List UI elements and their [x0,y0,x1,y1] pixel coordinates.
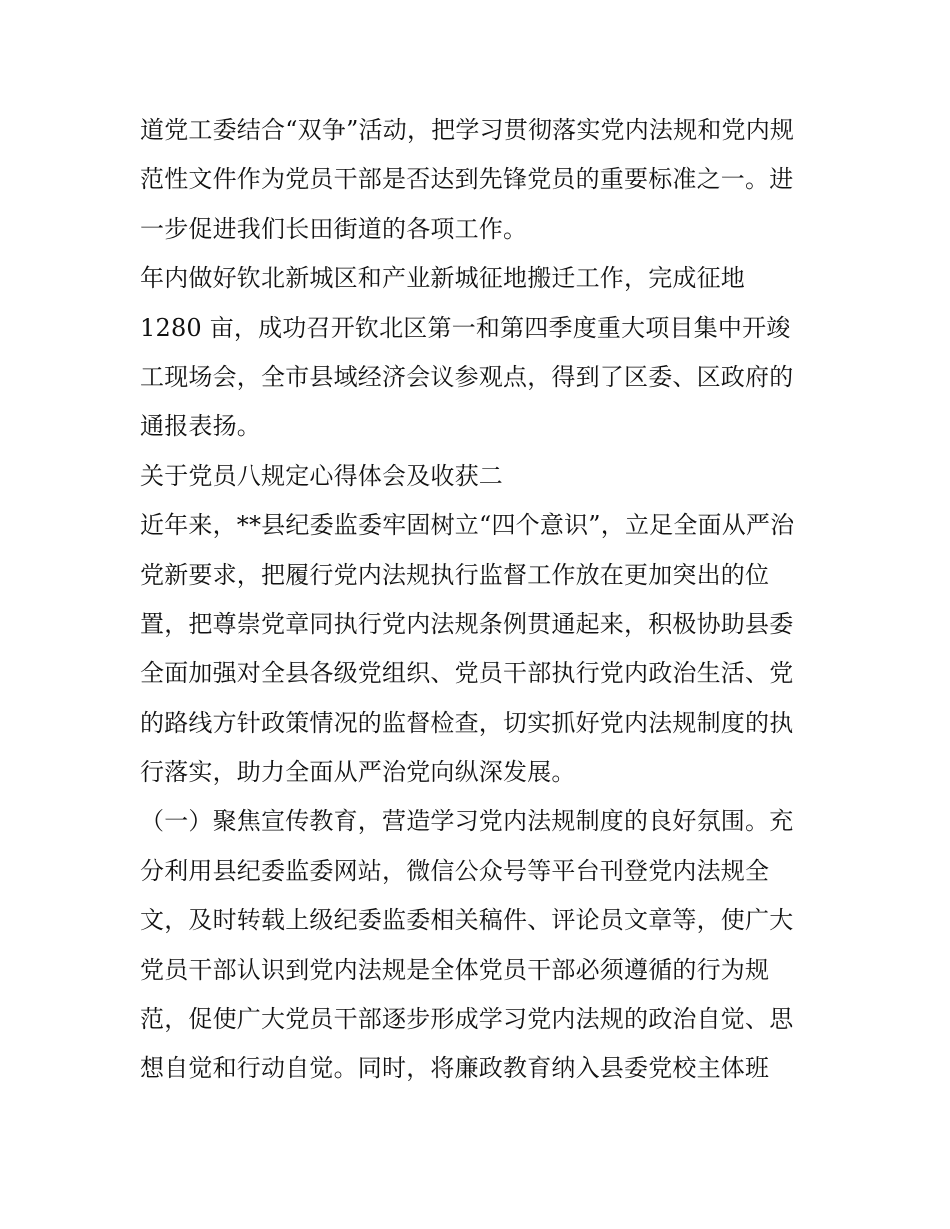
text-line: 全面加强对全县各级党组织、党员干部执行党内政治生活、党 [140,659,794,688]
text-line: 工现场会，全市县域经济会议参观点，得到了区委、区政府的 [140,362,794,391]
text-line: 近年来，**县纪委监委牢固树立“四个意识”，立足全面从严治 [140,511,795,540]
text-line: 分利用县纪委监委网站，微信公众号等平台刊登党内法规全 [140,856,770,885]
text-line: 党新要求，把履行党内法规执行监督工作放在更加突出的位 [140,560,770,589]
text-line: （一）聚焦宣传教育，营造学习党内法规制度的良好氛围。充 [140,807,794,836]
text-line: 1280 亩，成功召开钦北区第一和第四季度重大项目集中开竣 [140,313,791,342]
text-line: 行落实，助力全面从严治党向纵深发展。 [140,758,576,787]
text-line: 道党工委结合“双争”活动，把学习贯彻落实党内法规和党内规 [140,116,795,144]
text-line: 想自觉和行动自觉。同时，将廉政教育纳入县委党校主体班 [140,1054,770,1083]
text-line: 党员干部认识到党内法规是全体党员干部必须遵循的行为规 [140,955,770,984]
text-line: 文，及时转载上级纪委监委相关稿件、评论员文章等，使广大 [140,906,794,935]
text-line: 范，促使广大党员干部逐步形成学习党内法规的政治自觉、思 [140,1005,794,1034]
text-line: 置，把尊崇党章同执行党内法规条例贯通起来，积极协助县委 [140,609,794,638]
text-line: 一步促进我们长田街道的各项工作。 [140,214,528,243]
text-line: 通报表扬。 [140,412,261,441]
text-line: 范性文件作为党员干部是否达到先锋党员的重要标准之一。进 [140,165,794,194]
text-line: 年内做好钦北新城区和产业新城征地搬迁工作，完成征地 [140,264,745,293]
document-body [140,106,820,1094]
text-line: 的路线方针政策情况的监督检查，切实抓好党内法规制度的执 [140,708,794,737]
section-heading: 关于党员八规定心得体会及收获二 [140,461,503,490]
